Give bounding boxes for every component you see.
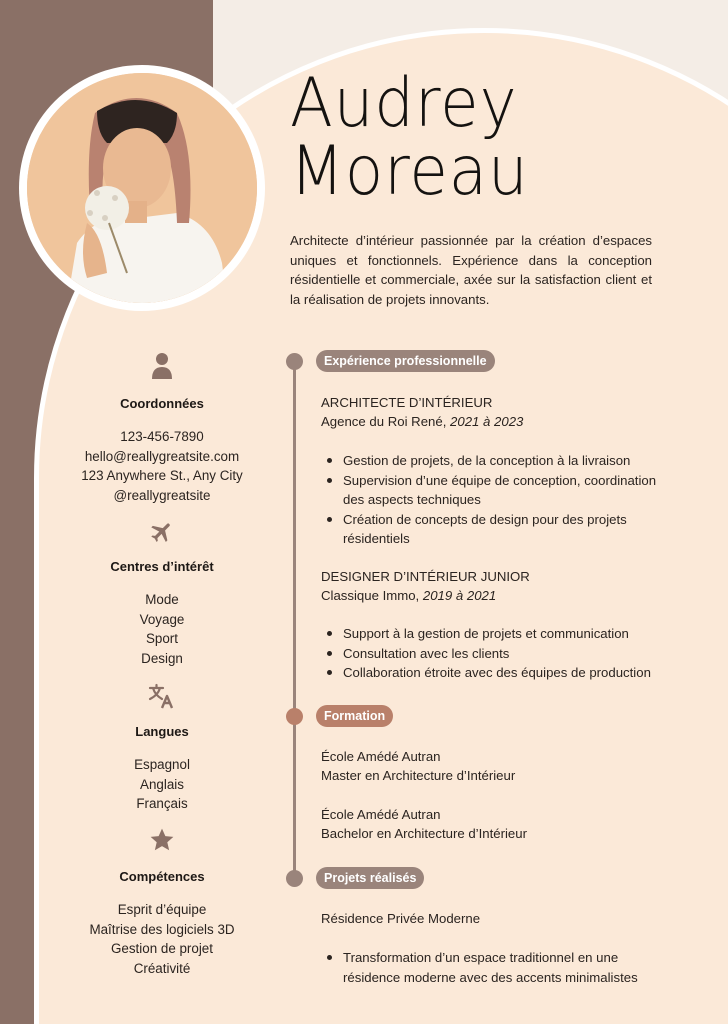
list-item: Gestion de projets, de la conception à la livraison — [321, 451, 656, 471]
job-company-name: Classique Immo, — [321, 588, 423, 603]
contact-title: Coordonnées — [120, 396, 204, 411]
star-icon — [149, 827, 175, 853]
skill-item: Créativité — [133, 960, 191, 976]
list-item: Transformation d’un espace traditionnel en une — [321, 948, 638, 968]
job-role: ARCHITECTE D’INTÉRIEUR — [321, 395, 493, 410]
contact-address: 123 Anywhere St., Any City — [81, 468, 243, 483]
first-name: Audrey — [290, 64, 518, 143]
interest-item: Voyage — [139, 611, 185, 627]
interest-item: Mode — [145, 592, 179, 607]
skills-list — [60, 900, 264, 978]
job-company-name: Agence du Roi René, — [321, 414, 451, 429]
contact-section — [60, 352, 264, 380]
translate-icon — [148, 682, 176, 710]
list-item: Création de concepts de design pour des projets — [321, 510, 656, 530]
profile-photo — [27, 73, 257, 303]
education-school: École Amédé Autran — [321, 807, 441, 822]
education-degree: Master en Architecture d’Intérieur — [321, 768, 516, 783]
job-period: 2019 à 2021 — [422, 588, 497, 603]
language-item: Français — [136, 796, 188, 811]
list-item-continued — [321, 529, 656, 549]
interest-item: Sport — [145, 631, 178, 646]
languages-list — [60, 755, 264, 814]
list-item-text: résidence moderne avec des accents minimalistes — [343, 969, 638, 985]
interests-title: Centres d’intérêt — [110, 559, 214, 574]
skills-section — [60, 827, 264, 853]
project-bullets — [321, 948, 638, 987]
timeline-dot — [286, 353, 303, 370]
contact-website: @reallygreatsite — [113, 487, 211, 503]
contact-email: hello@reallygreatsite.com — [84, 448, 240, 464]
list-item-text: des aspects techniques — [343, 492, 481, 507]
language-item: Espagnol — [134, 757, 190, 772]
interests-section — [60, 519, 264, 545]
experience-heading: Expérience professionnelle — [316, 350, 495, 372]
education-school: École Amédé Autran — [321, 749, 441, 764]
list-item: Support à la gestion de projets et communication — [321, 624, 651, 644]
timeline-dot — [286, 708, 303, 725]
list-item: Collaboration étroite avec des équipes de production — [321, 663, 651, 683]
airplane-icon — [149, 519, 175, 545]
list-item: Consultation avec les clients — [321, 644, 651, 664]
languages-section — [60, 682, 264, 710]
list-item-text: résidentiels — [343, 531, 410, 546]
contact-list — [60, 427, 264, 505]
projects-heading: Projets réalisés — [316, 867, 424, 889]
timeline-line — [293, 361, 296, 885]
interests-list — [60, 590, 264, 668]
job-bullets — [321, 624, 651, 683]
education-degree: Bachelor en Architecture d’Intérieur — [321, 826, 527, 841]
list-item: Supervision d’une équipe de conception, coordination — [321, 471, 656, 491]
job-company — [321, 586, 496, 606]
skills-title: Compétences — [119, 869, 205, 884]
job-role: DESIGNER D’INTÉRIEUR JUNIOR — [321, 569, 530, 584]
timeline-dot — [286, 870, 303, 887]
skill-item: Esprit d’équipe — [117, 902, 207, 917]
interest-item: Design — [141, 650, 183, 666]
profile-summary: Architecte d’intérieur passionnée par la création d’espaces uniques et fonctionnels. Expérience dans la conception résidentielle et commerciale, axée sur la satisfaction client et la réalisation de projets innovants. — [290, 233, 652, 307]
project-name: Résidence Privée Moderne — [321, 911, 481, 926]
languages-title: Langues — [135, 724, 189, 739]
language-item: Anglais — [140, 776, 184, 792]
job-company — [321, 412, 523, 432]
list-item-continued — [321, 968, 638, 988]
full-name — [290, 64, 549, 211]
education-heading: Formation — [316, 705, 393, 727]
last-name: Moreau — [290, 132, 529, 211]
job-bullets — [321, 451, 656, 549]
person-icon — [151, 352, 173, 380]
list-item-continued — [321, 490, 656, 510]
job-period: 2021 à 2023 — [450, 414, 524, 429]
skill-item: Gestion de projet — [111, 941, 213, 956]
skill-item: Maîtrise des logiciels 3D — [89, 921, 235, 937]
contact-phone: 123-456-7890 — [120, 429, 204, 444]
